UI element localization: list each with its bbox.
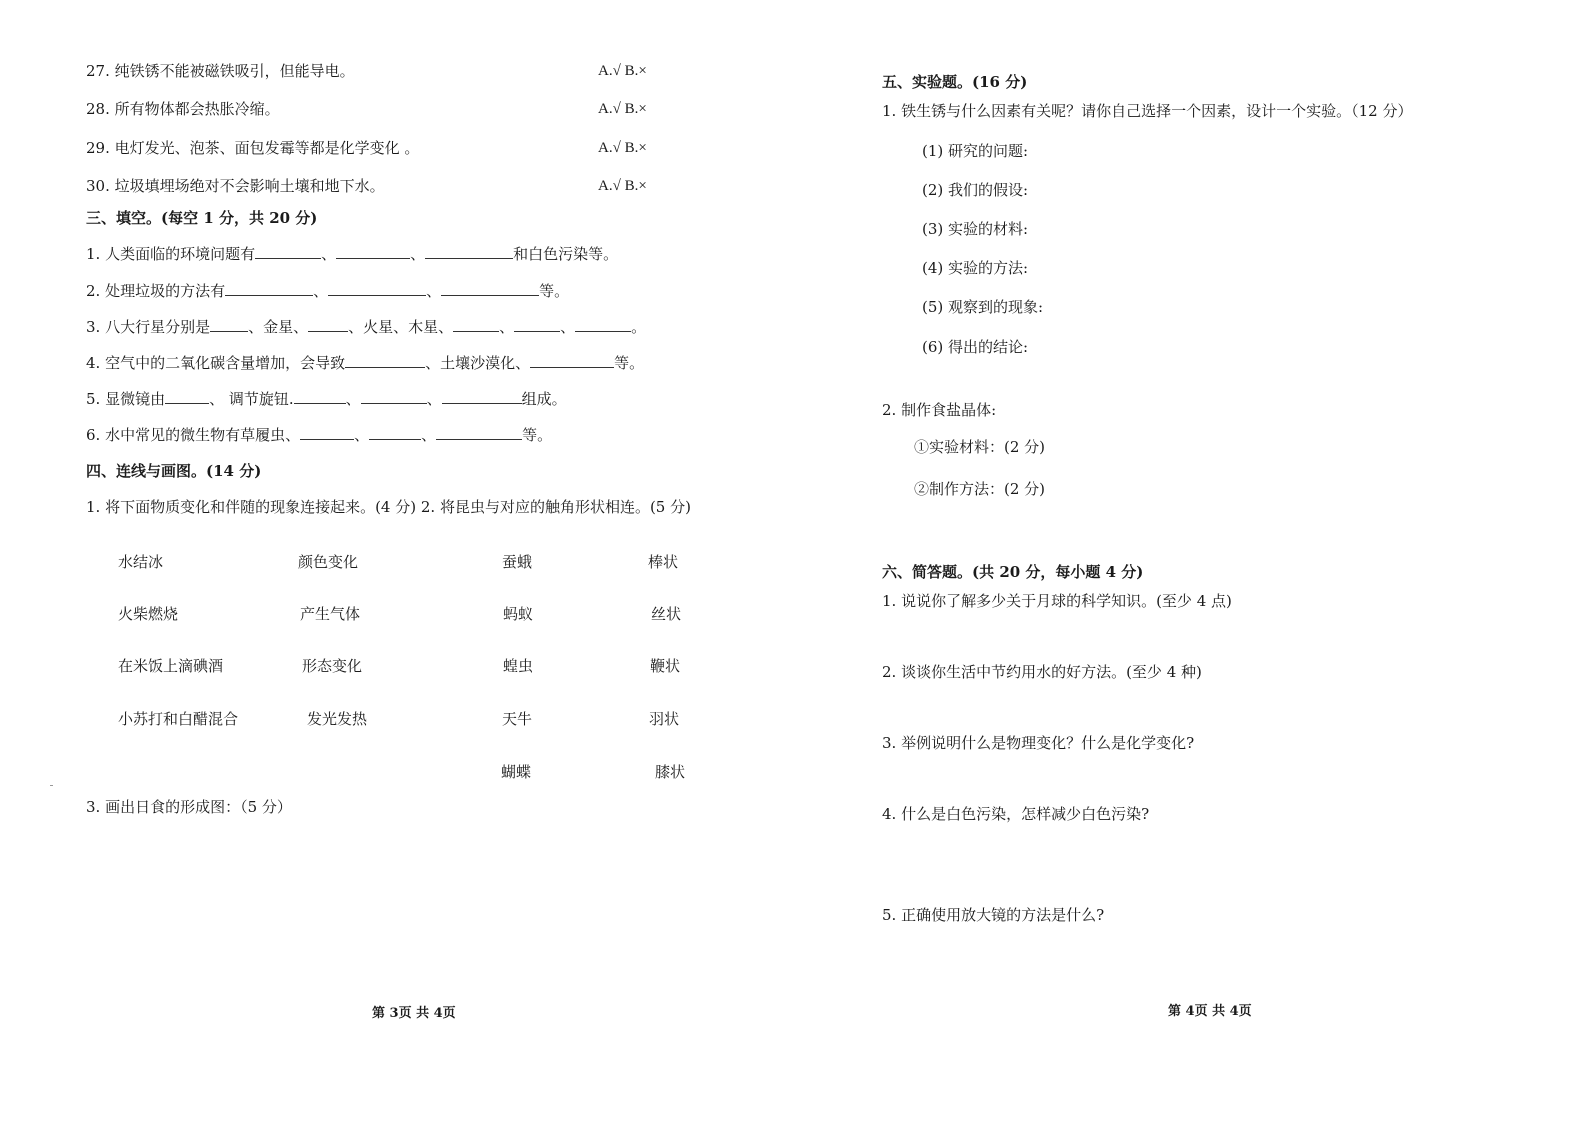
matching-instructions: 1. 将下面物质变化和伴随的现象连接起来。(4 分) 2. 将昆虫与对应的触角形状相连。(5 分): [86, 498, 691, 516]
match-phenomenon-item[interactable]: 产生气体: [300, 605, 361, 623]
experiment-step: (4) 实验的方法:: [922, 259, 1029, 277]
match-antenna-item[interactable]: 羽状: [649, 710, 680, 728]
salt-crystal-step: ①实验材料：(2 分): [914, 438, 1046, 456]
experiment-step: (6) 得出的结论:: [922, 338, 1029, 356]
experiment-step: (5) 观察到的现象:: [922, 298, 1044, 316]
answer-blank[interactable]: [369, 425, 421, 440]
exam-page-3: [0, 0, 790, 1122]
match-antenna-item[interactable]: 丝状: [651, 605, 682, 623]
answer-blank[interactable]: [361, 389, 427, 404]
answer-blank[interactable]: [425, 244, 513, 259]
section-5-title: 五、实验题。(16 分): [882, 73, 1028, 91]
question-29-options: A.√ B.×: [598, 140, 647, 156]
short-answer-question: 4. 什么是白色污染，怎样减少白色污染?: [882, 805, 1150, 823]
page-footer: 第 3页 共 4页: [372, 1006, 456, 1021]
exam-page-4: [790, 0, 1587, 1122]
match-antenna-item[interactable]: 膝状: [655, 763, 686, 781]
match-phenomenon-item[interactable]: 颜色变化: [298, 553, 359, 571]
match-change-item[interactable]: 水结冰: [118, 553, 164, 571]
answer-blank[interactable]: [294, 389, 346, 404]
answer-blank[interactable]: [442, 389, 522, 404]
experiment-step: (3) 实验的材料:: [922, 220, 1029, 238]
fill-blank-6: 6. 水中常见的微生物有草履虫、 、 、 等。: [86, 426, 553, 444]
match-change-item[interactable]: 在米饭上滴碘酒: [118, 657, 224, 675]
answer-blank[interactable]: [575, 317, 631, 332]
answer-blank[interactable]: [308, 317, 348, 332]
question-30: 30. 垃圾填埋场绝对不会影响土壤和地下水。: [86, 177, 385, 195]
short-answer-question: 3. 举例说明什么是物理变化？什么是化学变化?: [882, 734, 1195, 752]
match-antenna-item[interactable]: 棒状: [648, 553, 679, 571]
short-answer-question: 2. 谈谈你生活中节约用水的好方法。(至少 4 种): [882, 663, 1202, 681]
fill-blank-3: 3. 八大行星分别是 、金星、 、火星、木星、 、 、 。: [86, 318, 647, 336]
experiment-step: (1) 研究的问题:: [922, 142, 1029, 160]
question-28-options: A.√ B.×: [598, 101, 647, 117]
match-insect-item[interactable]: 蚂蚁: [503, 605, 534, 623]
answer-blank[interactable]: [336, 244, 410, 259]
match-antenna-item[interactable]: 鞭状: [650, 657, 681, 675]
match-insect-item[interactable]: 蝴蝶: [501, 763, 532, 781]
fill-blank-5: 5. 显微镜由 、 调节旋钮. 、 、 组成。: [86, 390, 567, 408]
scan-speck: [50, 785, 53, 786]
answer-blank[interactable]: [300, 425, 354, 440]
section-4-title: 四、连线与画图。(14 分): [86, 462, 262, 480]
answer-blank[interactable]: [225, 281, 313, 296]
match-phenomenon-item[interactable]: 形态变化: [302, 657, 363, 675]
question-27-options: A.√ B.×: [598, 63, 647, 79]
answer-blank[interactable]: [514, 317, 560, 332]
match-change-item[interactable]: 火柴燃烧: [118, 605, 179, 623]
match-insect-item[interactable]: 蚕蛾: [502, 553, 533, 571]
fill-blank-4: 4. 空气中的二氧化碳含量增加，会导致 、土壤沙漠化、 等。: [86, 354, 645, 372]
experiment-question-1: 1. 铁生锈与什么因素有关呢？请你自己选择一个因素，设计一个实验。（12 分）: [882, 102, 1413, 120]
question-28: 28. 所有物体都会热胀冷缩。: [86, 100, 280, 118]
draw-eclipse-question: 3. 画出日食的形成图：（5 分）: [86, 798, 292, 816]
answer-blank[interactable]: [453, 317, 499, 332]
match-phenomenon-item[interactable]: 发光发热: [307, 710, 368, 728]
fill-blank-2: 2. 处理垃圾的方法有 、 、 等。: [86, 282, 570, 300]
short-answer-question: 1. 说说你了解多少关于月球的科学知识。(至少 4 点): [882, 592, 1232, 610]
question-30-options: A.√ B.×: [598, 178, 647, 194]
fill-blank-1: 1. 人类面临的环境问题有 、 、 和白色污染等。: [86, 245, 619, 263]
answer-blank[interactable]: [165, 389, 209, 404]
question-27: 27. 纯铁锈不能被磁铁吸引，但能导电。: [86, 62, 355, 80]
page-footer: 第 4页 共 4页: [1168, 1004, 1252, 1019]
answer-blank[interactable]: [345, 353, 425, 368]
experiment-step: (2) 我们的假设:: [922, 181, 1029, 199]
question-29: 29. 电灯发光、泡茶、面包发霉等都是化学变化 。: [86, 139, 420, 157]
short-answer-question: 5. 正确使用放大镜的方法是什么?: [882, 906, 1105, 924]
answer-blank[interactable]: [210, 317, 248, 332]
section-3-title: 三、填空。(每空 1 分，共 20 分): [86, 209, 318, 227]
answer-blank[interactable]: [255, 244, 321, 259]
match-change-item[interactable]: 小苏打和白醋混合: [118, 710, 239, 728]
answer-blank[interactable]: [436, 425, 522, 440]
salt-crystal-step: ②制作方法：(2 分): [914, 480, 1046, 498]
section-6-title: 六、简答题。(共 20 分，每小题 4 分): [882, 563, 1144, 581]
match-insect-item[interactable]: 蝗虫: [503, 657, 534, 675]
answer-blank[interactable]: [530, 353, 614, 368]
answer-blank[interactable]: [328, 281, 426, 296]
match-insect-item[interactable]: 天牛: [502, 710, 533, 728]
answer-blank[interactable]: [441, 281, 539, 296]
experiment-question-2: 2. 制作食盐晶体:: [882, 401, 997, 419]
